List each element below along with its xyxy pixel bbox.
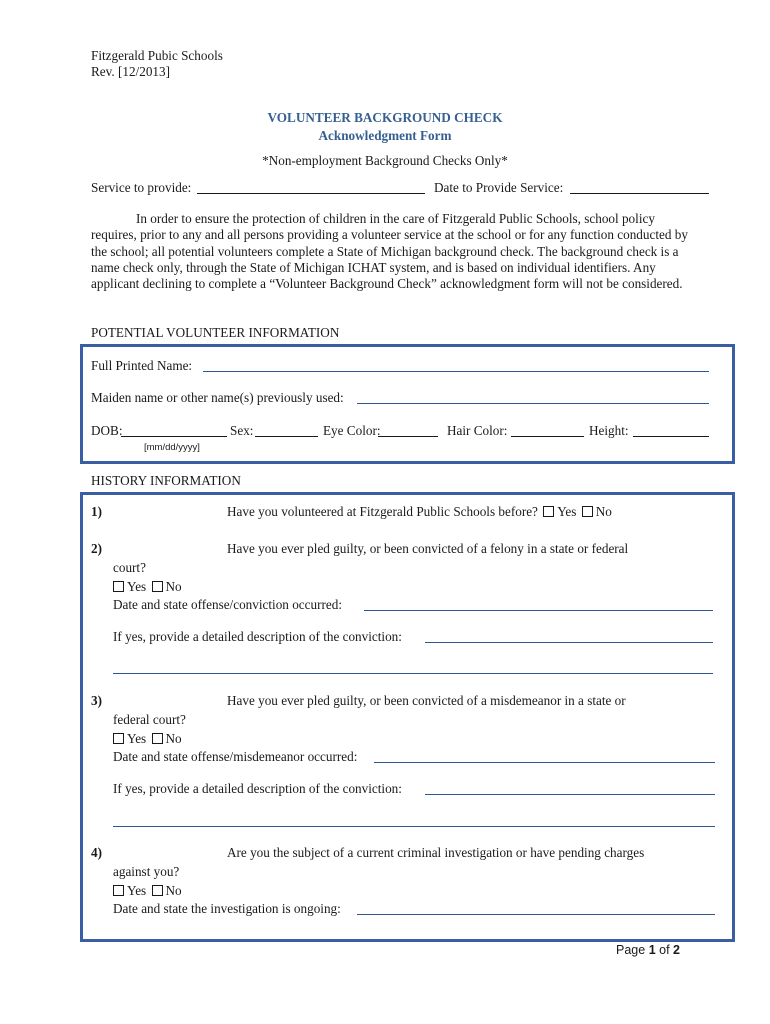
sex-label: Sex:: [230, 423, 254, 438]
q4-yes-checkbox[interactable]: [113, 885, 124, 896]
form-title: VOLUNTEER BACKGROUND CHECK: [267, 110, 503, 125]
q1-no-checkbox[interactable]: [582, 506, 593, 517]
q1-yes-checkbox[interactable]: [543, 506, 554, 517]
q3-desc-field[interactable]: [425, 794, 715, 795]
form-note: *Non-employment Background Checks Only*: [262, 153, 508, 168]
service-date-label: Date to Provide Service:: [434, 180, 564, 195]
height-label: Height:: [589, 423, 629, 438]
question-2-cont: court?: [113, 560, 146, 575]
intro-paragraph: In order to ensure the protection of children in the care of Fitzgerald Public Schools, school policy requires, prior to any and all persons providing a volunteer service at the school or for any function conducted by the school; all potential volunteers complete a State of Michigan background check. The background check is a name check only, through the State of Michigan ICHAT system, and is based on individual identifiers. Any applicant declining to complete a “Volunteer Background Check” acknowledgment form will not be considered.: [91, 211, 688, 292]
service-date-field[interactable]: [570, 193, 709, 194]
question-1-number: 1): [91, 504, 102, 519]
revision-date: Rev. [12/2013]: [91, 64, 170, 79]
dob-field[interactable]: [121, 436, 227, 437]
question-4-text: Are you the subject of a current criminal investigation or have pending charges: [227, 845, 645, 860]
q2-no-checkbox[interactable]: [152, 581, 163, 592]
q4-options: Yes No: [111, 883, 182, 899]
q3-options: Yes No: [111, 731, 182, 747]
q2-date-label: Date and state offense/conviction occurred:: [113, 597, 342, 612]
question-3-text: Have you ever pled guilty, or been convicted of a misdemeanor in a state or: [227, 693, 626, 708]
q4-no-checkbox[interactable]: [152, 885, 163, 896]
hair-color-label: Hair Color:: [447, 423, 508, 438]
q3-date-field[interactable]: [374, 762, 715, 763]
dob-format-hint: [mm/dd/yyyy]: [144, 442, 200, 453]
q2-yes-checkbox[interactable]: [113, 581, 124, 592]
q2-desc-field[interactable]: [425, 642, 713, 643]
question-2-number: 2): [91, 541, 102, 556]
full-name-field[interactable]: [203, 371, 709, 372]
q3-date-label: Date and state offense/misdemeanor occurred:: [113, 749, 358, 764]
maiden-name-field[interactable]: [357, 403, 709, 404]
q2-desc-field-2[interactable]: [113, 673, 713, 674]
sex-field[interactable]: [255, 436, 318, 437]
full-name-label: Full Printed Name:: [91, 358, 193, 373]
school-name: Fitzgerald Pubic Schools: [91, 48, 223, 63]
q2-date-field[interactable]: [364, 610, 713, 611]
question-3-cont: federal court?: [113, 712, 186, 727]
dob-label: DOB:: [91, 423, 123, 438]
question-1: Have you volunteered at Fitzgerald Public Schools before? Yes No: [227, 504, 612, 519]
question-4-number: 4): [91, 845, 102, 860]
height-field[interactable]: [633, 436, 709, 437]
service-label: Service to provide:: [91, 180, 192, 195]
q3-desc-label: If yes, provide a detailed description of the conviction:: [113, 781, 402, 796]
service-field[interactable]: [197, 193, 425, 194]
q3-no-checkbox[interactable]: [152, 733, 163, 744]
question-3-number: 3): [91, 693, 102, 708]
question-4-cont: against you?: [113, 864, 180, 879]
q3-yes-checkbox[interactable]: [113, 733, 124, 744]
q4-date-label: Date and state the investigation is ongoing:: [113, 901, 341, 916]
maiden-name-label: Maiden name or other name(s) previously used:: [91, 390, 344, 405]
q2-options: Yes No: [111, 579, 182, 595]
question-2-text: Have you ever pled guilty, or been convicted of a felony in a state or federal: [227, 541, 629, 556]
volunteer-heading: POTENTIAL VOLUNTEER INFORMATION: [91, 325, 340, 340]
form-subtitle: Acknowledgment Form: [318, 128, 452, 143]
eye-color-label: Eye Color:: [323, 423, 381, 438]
q3-desc-field-2[interactable]: [113, 826, 715, 827]
q2-desc-label: If yes, provide a detailed description of the conviction:: [113, 629, 402, 644]
history-heading: HISTORY INFORMATION: [91, 473, 241, 488]
eye-color-field[interactable]: [378, 436, 438, 437]
q4-date-field[interactable]: [357, 914, 715, 915]
hair-color-field[interactable]: [511, 436, 584, 437]
page-number: Page 1 of 2: [616, 943, 680, 957]
